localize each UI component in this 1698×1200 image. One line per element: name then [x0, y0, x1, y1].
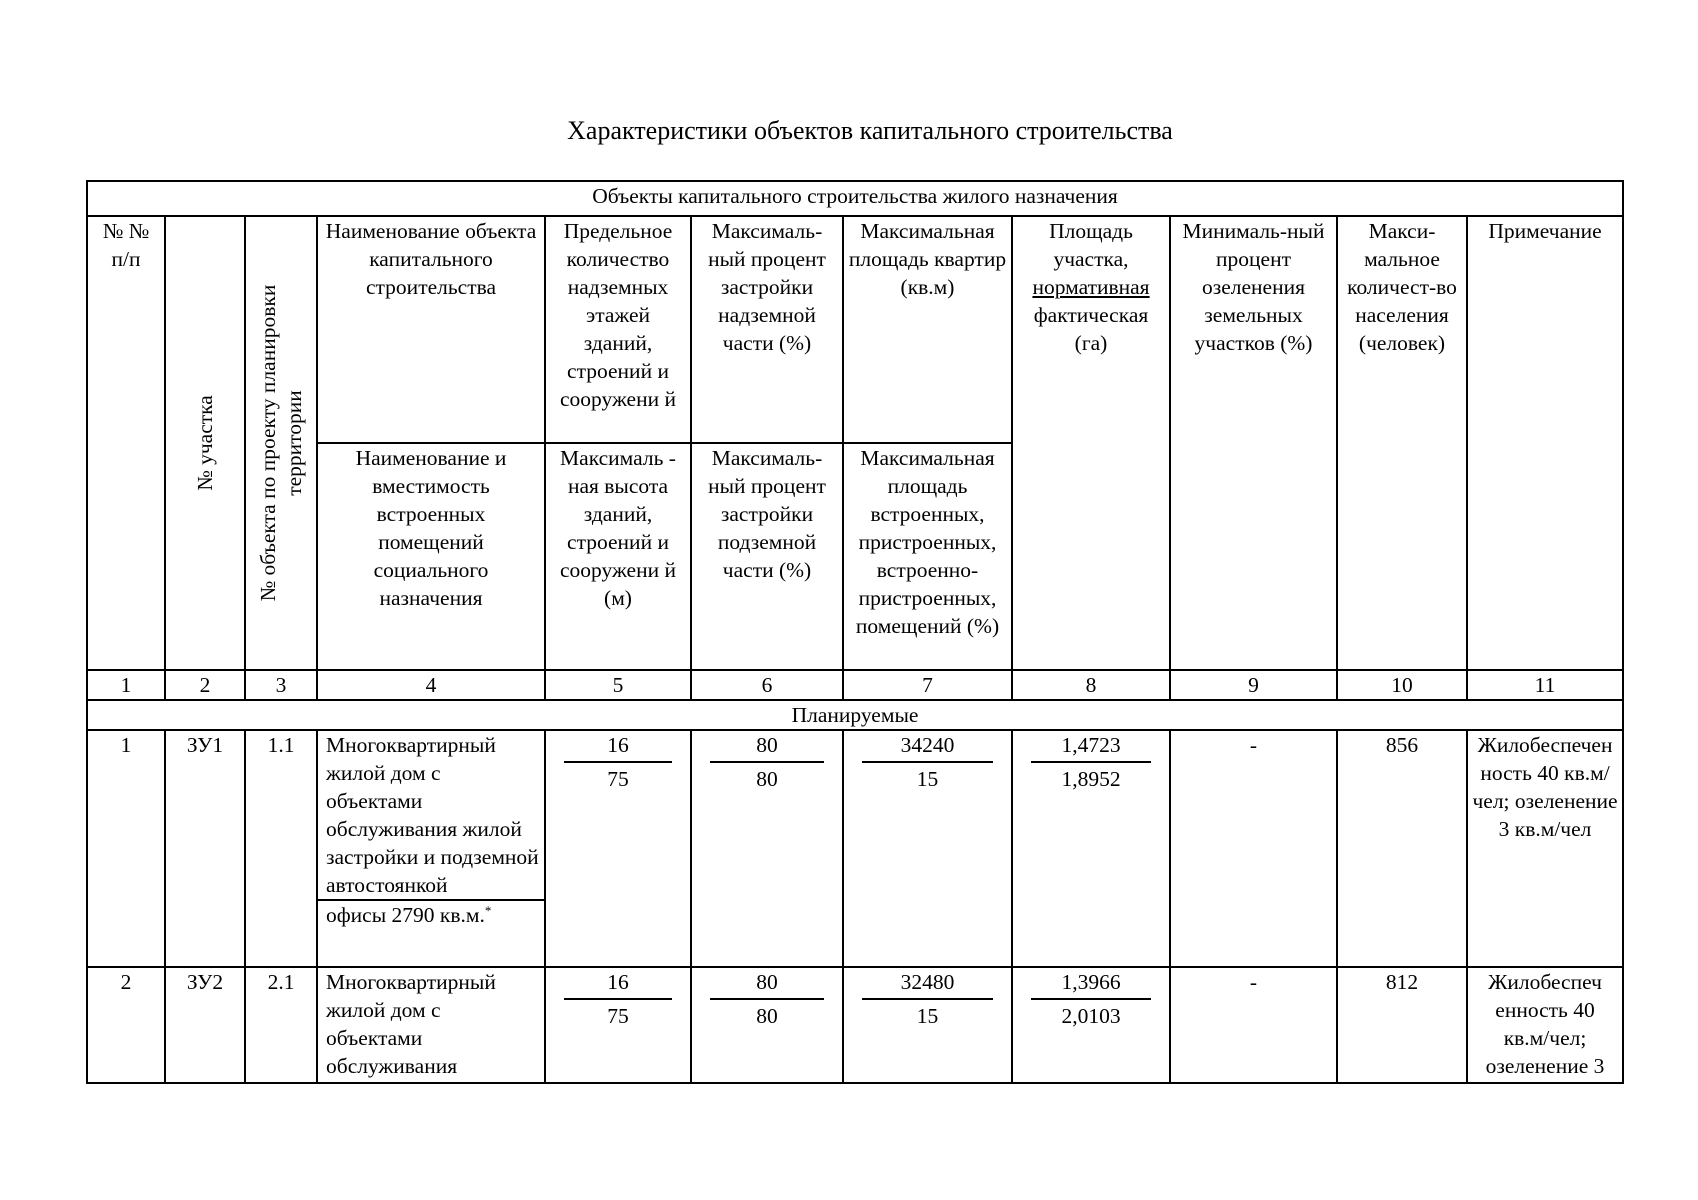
row-coverage: 80 80	[691, 730, 843, 967]
column-number-row	[87, 670, 1623, 700]
col-header-plot-area: Площадь участка, нормативная фактическая (га)	[1012, 216, 1170, 670]
document-title: Характеристики объектов капитального строительства	[567, 116, 1173, 145]
row-min-greening: -	[1170, 967, 1337, 1083]
row-plot: ЗУ1	[165, 730, 245, 967]
col-header-note: Примечание	[1467, 216, 1623, 670]
column-number: 7	[843, 670, 1012, 700]
group-label: Планируемые	[87, 700, 1623, 730]
row-min-greening: -	[1170, 730, 1337, 967]
row-floors-height: 16 75	[545, 967, 691, 1083]
row-note: Жилобеспеч енность 40 кв.м/чел; озеленение 3	[1467, 967, 1623, 1083]
col-header-plot: № участка	[165, 216, 245, 670]
column-number: 5	[545, 670, 691, 700]
row-object-name	[317, 730, 545, 967]
capital-construction-table	[86, 180, 1624, 1084]
col-header-number: № № п/п	[87, 216, 165, 670]
col-header-max-apartment-area: Максимальная площадь квартир (кв.м)	[843, 216, 1012, 443]
row-number: 1	[87, 730, 165, 967]
column-number: 2	[165, 670, 245, 700]
col-header-max-floors: Предельное количество надземных этажей зданий, строений и сооружени й	[545, 216, 691, 443]
row-plot: ЗУ2	[165, 967, 245, 1083]
row-floors-height: 16 75	[545, 730, 691, 967]
column-number: 8	[1012, 670, 1170, 700]
row-plot-area: 1,4723 1,8952	[1012, 730, 1170, 967]
column-number: 11	[1467, 670, 1623, 700]
column-number: 4	[317, 670, 545, 700]
row-population: 812	[1337, 967, 1467, 1083]
row-population: 856	[1337, 730, 1467, 967]
social-premises: офисы 2790 кв.м.*	[318, 899, 544, 929]
table-row	[87, 967, 1623, 1083]
row-object: 1.1	[245, 730, 317, 967]
row-apartment-area: 34240 15	[843, 730, 1012, 967]
table-row	[87, 730, 1623, 967]
col-header-above-ground-coverage: Максималь-ный процент застройки надземной части (%)	[691, 216, 843, 443]
col-header-max-population: Макси-мальное количест-во населения (человек)	[1337, 216, 1467, 670]
column-number: 3	[245, 670, 317, 700]
footnote-mark: *	[484, 903, 492, 918]
row-note: Жилобеспечен ность 40 кв.м/чел; озеленение 3 кв.м/чел	[1467, 730, 1623, 967]
section-header: Объекты капитального строительства жилого назначения	[87, 181, 1623, 216]
col-header-underground-coverage: Максималь-ный процент застройки подземной части (%)	[691, 443, 843, 670]
row-apartment-area: 32480 15	[843, 967, 1012, 1083]
row-plot-area: 1,3966 2,0103	[1012, 967, 1170, 1083]
column-number: 10	[1337, 670, 1467, 700]
col-header-social-premises: Наименование и вместимость встроенных помещений социального назначения	[317, 443, 545, 670]
col-header-built-in-area: Максимальная площадь встроенных, пристроенных, встроенно-пристроенных, помещений (%)	[843, 443, 1012, 670]
column-number: 1	[87, 670, 165, 700]
col-header-object-name: Наименование объекта капитального строительства	[317, 216, 545, 443]
col-header-min-greening: Минималь-ный процент озеленения земельных участков (%)	[1170, 216, 1337, 670]
row-coverage: 80 80	[691, 967, 843, 1083]
row-number: 2	[87, 967, 165, 1083]
object-name-text: Многоквартирный жилой дом с объектами обслуживания жилой застройки и подземной автостоянкой	[326, 733, 539, 897]
col-header-object: № объекта по проекту планировки территории	[245, 216, 317, 670]
row-object-name: Многоквартирный жилой дом с объектами обслуживания	[317, 967, 545, 1083]
col-header-max-height: Максималь - ная высота зданий, строений и сооружени й (м)	[545, 443, 691, 670]
column-number: 6	[691, 670, 843, 700]
row-object: 2.1	[245, 967, 317, 1083]
column-number: 9	[1170, 670, 1337, 700]
